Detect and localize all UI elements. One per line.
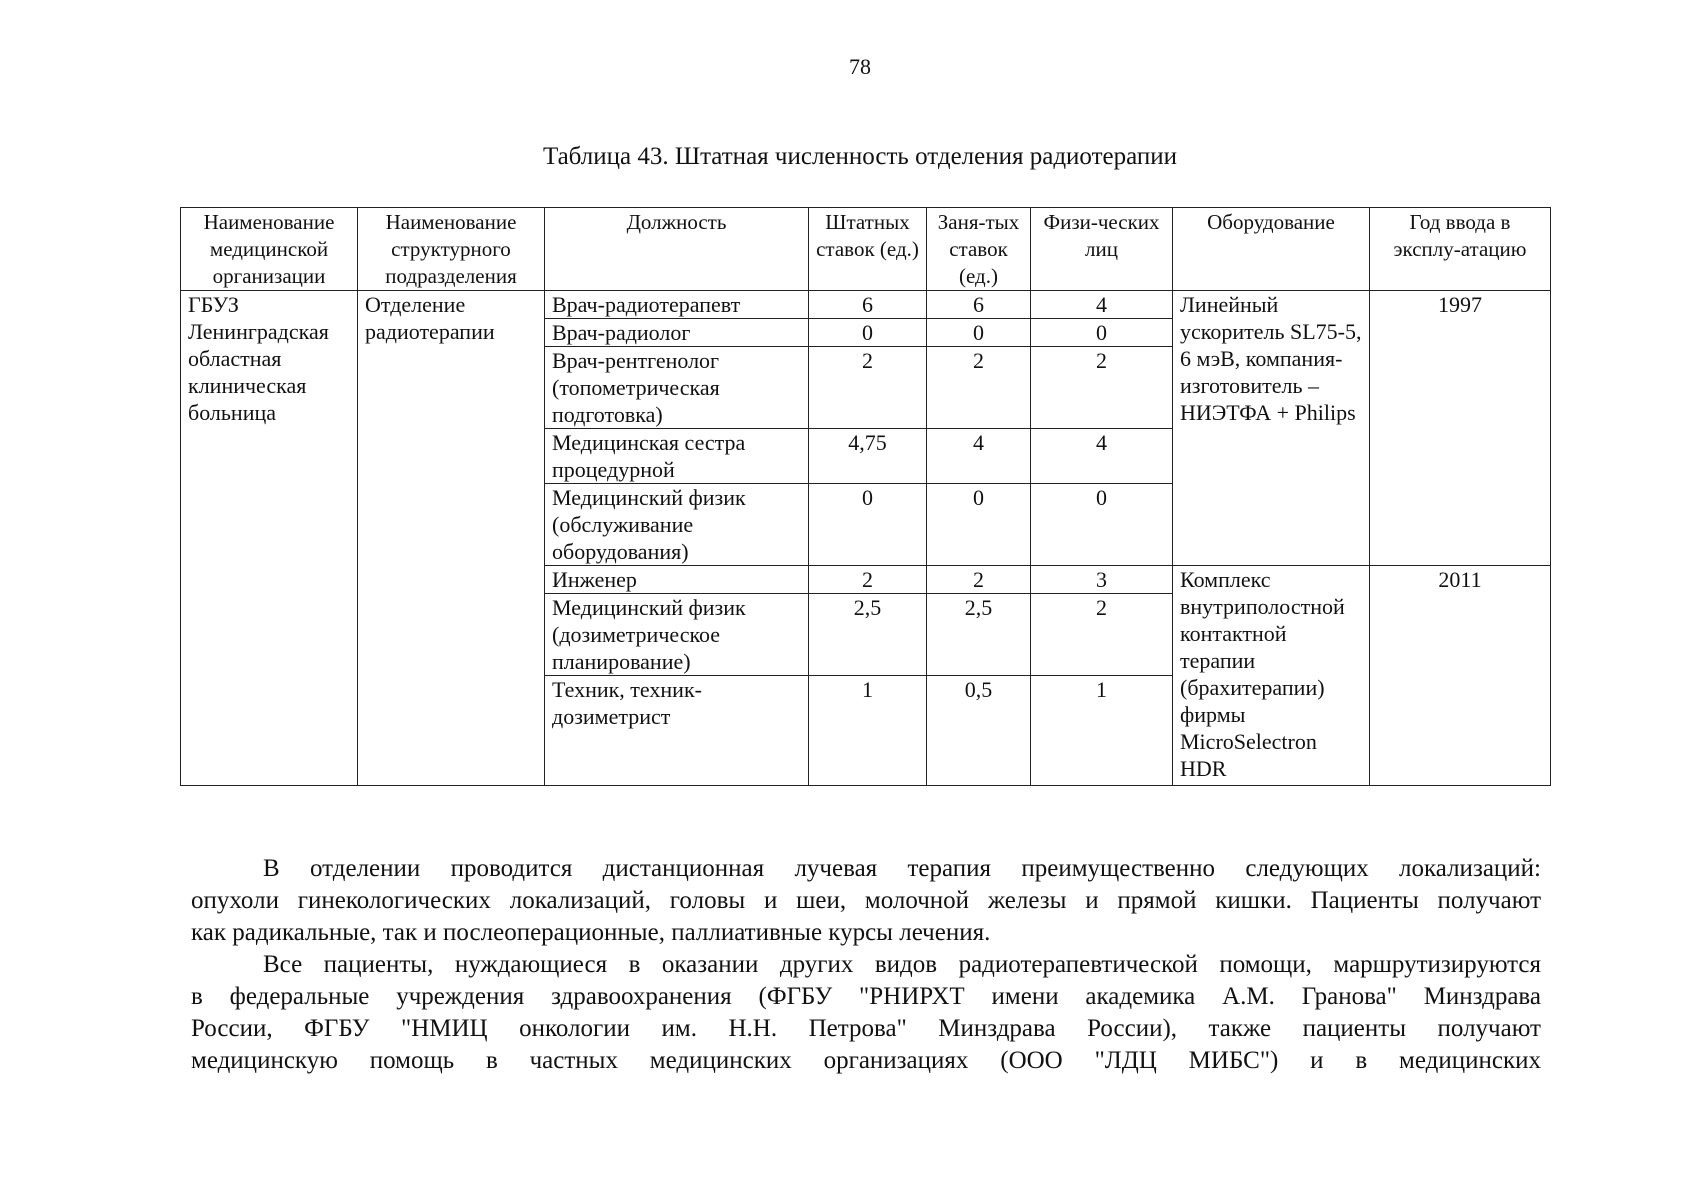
header-year: Год ввода в эксплу-атацию — [1370, 208, 1551, 291]
organization-cell: ГБУЗ Ленинградская областная клиническая больница — [181, 291, 358, 786]
position-cell: Врач-рентгенолог (топометрическая подготовка) — [545, 347, 809, 429]
page-number: 78 — [849, 54, 871, 79]
staff-cell: 0 — [809, 319, 927, 347]
persons-cell: 2 — [1031, 594, 1173, 676]
persons-cell: 1 — [1031, 676, 1173, 786]
paragraph-1 — [191, 853, 1541, 949]
staff-cell: 2,5 — [809, 594, 927, 676]
paragraph-2 — [191, 949, 1541, 1077]
staff-cell: 2 — [809, 347, 927, 429]
position-cell: Врач-радиотерапевт — [545, 291, 809, 319]
staff-cell: 1 — [809, 676, 927, 786]
staff-table — [180, 207, 1551, 786]
occupied-cell: 2 — [927, 347, 1031, 429]
paragraph-line: В отделении проводится дистанционная лучевая терапия преимущественно следующих локализаций: — [263, 855, 1541, 882]
occupied-cell: 2,5 — [927, 594, 1031, 676]
persons-cell: 4 — [1031, 291, 1173, 319]
occupied-cell: 4 — [927, 429, 1031, 484]
header-occupied-rates: Заня-тых ставок (ед.) — [927, 208, 1031, 291]
occupied-cell: 2 — [927, 566, 1031, 594]
header-position: Должность — [545, 208, 809, 291]
paragraph-line: России, ФГБУ "НМИЦ онкологии им. Н.Н. Петрова" Минздрава России), также пациенты получают — [191, 1015, 1541, 1042]
table-row — [181, 291, 1551, 319]
persons-cell: 0 — [1031, 319, 1173, 347]
occupied-cell: 0 — [927, 319, 1031, 347]
position-cell: Техник, техник-дозиметрист — [545, 676, 809, 786]
header-department: Наименование структурного подразделения — [358, 208, 545, 291]
occupied-cell: 0,5 — [927, 676, 1031, 786]
position-cell: Инженер — [545, 566, 809, 594]
position-cell: Врач-радиолог — [545, 319, 809, 347]
staff-cell: 6 — [809, 291, 927, 319]
staff-cell: 2 — [809, 566, 927, 594]
header-organization: Наименование медицинской организации — [181, 208, 358, 291]
paragraph-line: в федеральные учреждения здравоохранения (ФГБУ "РНИРХТ имени академика А.М. Гранова" Минздрава — [191, 983, 1541, 1010]
year-cell: 1997 — [1370, 291, 1551, 566]
occupied-cell: 0 — [927, 484, 1031, 566]
paragraph-line: Все пациенты, нуждающиеся в оказании других видов радиотерапевтической помощи, маршрутизируются — [263, 951, 1541, 978]
equipment-cell: Комплекс внутриполостной контактной терапии (брахитерапии) фирмы MicroSelectron HDR — [1173, 566, 1370, 786]
persons-cell: 2 — [1031, 347, 1173, 429]
header-persons: Физи-ческих лиц — [1031, 208, 1173, 291]
table-caption: Таблица 43. Штатная численность отделения радиотерапии — [542, 143, 1178, 170]
position-cell: Медицинский физик (дозиметрическое планирование) — [545, 594, 809, 676]
staff-cell: 4,75 — [809, 429, 927, 484]
position-cell: Медицинская сестра процедурной — [545, 429, 809, 484]
table-header-row — [181, 208, 1551, 291]
paragraph-line: как радикальные, так и послеоперационные, паллиативные курсы лечения. — [191, 919, 991, 946]
header-equipment: Оборудование — [1173, 208, 1370, 291]
department-cell: Отделение радиотерапии — [358, 291, 545, 786]
occupied-cell: 6 — [927, 291, 1031, 319]
paragraph-line: опухоли гинекологических локализаций, головы и шеи, молочной железы и прямой кишки. Пациенты получают — [191, 887, 1541, 914]
header-staff-rates: Штатных ставок (ед.) — [809, 208, 927, 291]
staff-cell: 0 — [809, 484, 927, 566]
year-cell: 2011 — [1370, 566, 1551, 786]
position-cell: Медицинский физик (обслуживание оборудования) — [545, 484, 809, 566]
persons-cell: 0 — [1031, 484, 1173, 566]
equipment-cell: Линейный ускоритель SL75-5, 6 мэВ, компания-изготовитель – НИЭТФА + Philips — [1173, 291, 1370, 566]
persons-cell: 3 — [1031, 566, 1173, 594]
persons-cell: 4 — [1031, 429, 1173, 484]
paragraph-line: медицинскую помощь в частных медицинских организациях (ООО "ЛДЦ МИБС") и в медицинских — [191, 1047, 1541, 1074]
